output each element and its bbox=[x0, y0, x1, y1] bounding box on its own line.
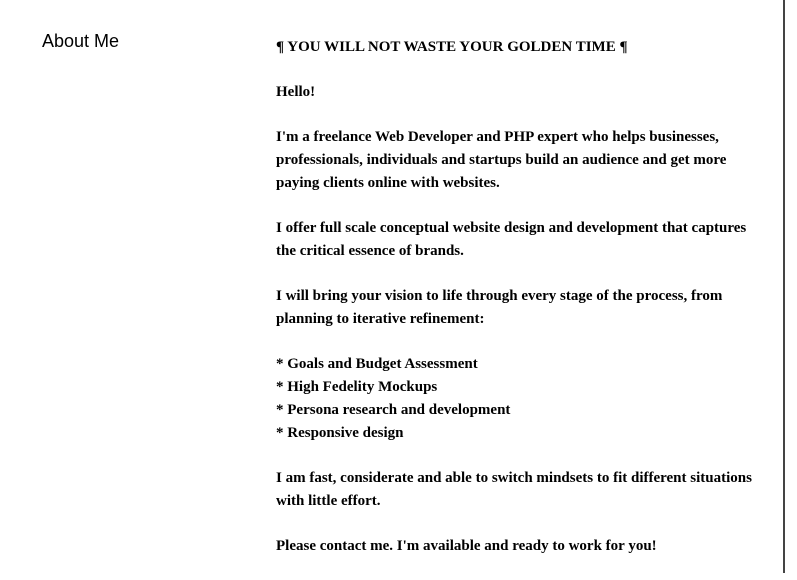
about-greeting: Hello! bbox=[276, 84, 316, 100]
service-item: * High Fedelity Mockups bbox=[276, 379, 438, 395]
about-process: I will bring your vision to life through every stage of the process, from planning to iterative refinement: bbox=[276, 288, 723, 327]
service-item: * Persona research and development bbox=[276, 402, 511, 418]
about-traits: I am fast, considerate and able to switch mindsets to fit different situations with little effort. bbox=[276, 470, 752, 509]
service-item: * Responsive design bbox=[276, 425, 404, 441]
about-headline: ¶ YOU WILL NOT WASTE YOUR GOLDEN TIME ¶ bbox=[276, 39, 628, 55]
about-intro: I'm a freelance Web Developer and PHP expert who helps businesses, professionals, individuals and startups build an audience and get more paying clients online with websites. bbox=[276, 129, 727, 191]
section-label-about-me: About Me bbox=[42, 31, 120, 51]
about-description bbox=[276, 36, 756, 580]
page-border bbox=[783, 0, 785, 573]
service-item: * Goals and Budget Assessment bbox=[276, 356, 478, 372]
about-cta: Please contact me. I'm available and ready to work for you! bbox=[276, 538, 657, 554]
about-offer: I offer full scale conceptual website design and development that captures the critical essence of brands. bbox=[276, 220, 747, 259]
services-list bbox=[276, 353, 756, 445]
